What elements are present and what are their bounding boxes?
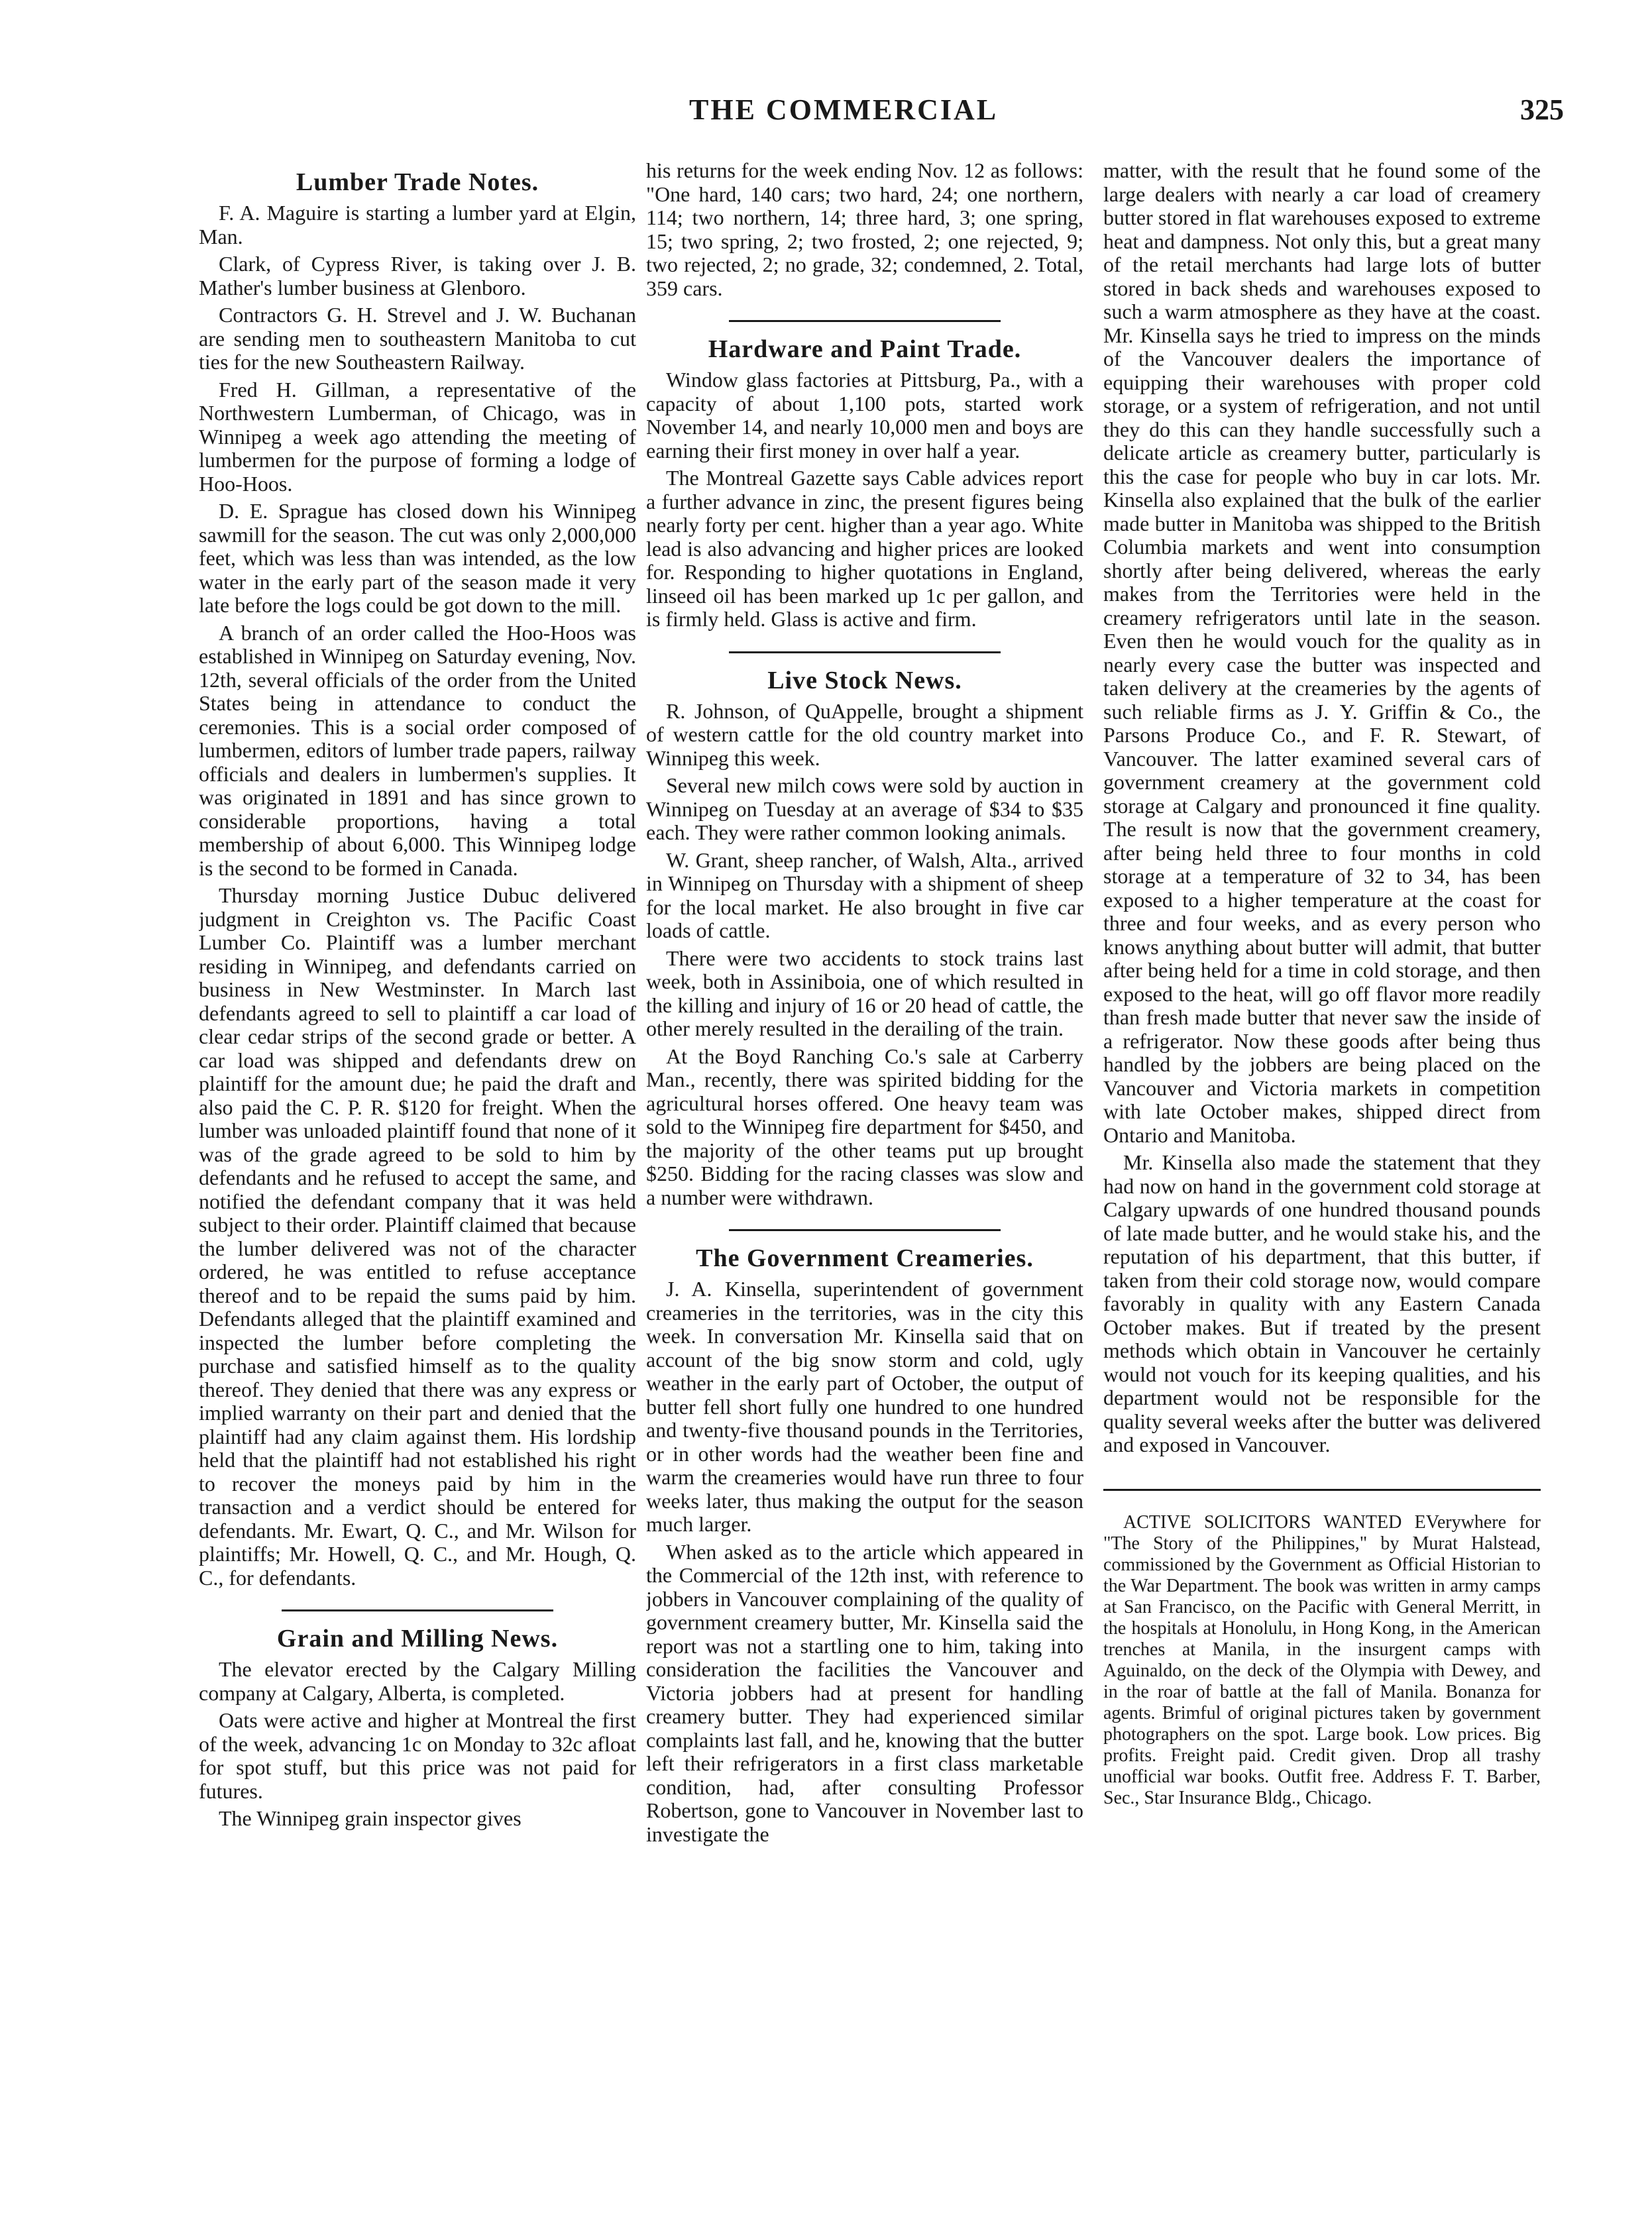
article-paragraph: Fred H. Gillman, a representative of the Northwestern Lumberman, of Chicago, was in Winnipeg a week ago attending the meeting of lumbermen for the purpose of forming a lodge of Hoo-Hoos.	[199, 377, 636, 496]
article-paragraph: Several new milch cows were sold by auction in Winnipeg on Tuesday at an average of $34 to $35 each. They were rather common looking animals.	[646, 773, 1083, 844]
article-paragraph: When asked as to the article which appeared in the Commercial of the 12th inst, with reference to jobbers in Vancouver complaining of the quality of government creamery butter, Mr. Kinsella said the report was not a startling one to him, taking into consideration the facilities the Vancouver and Victoria jobbers had at present for handling creamery butter. They had experienced similar complaints last fall, and he, knowing that the butter left their refrigerators in a first class marketable condition, had, after consulting Professor Robertson, gone to Vancouver in November last to investigate the	[646, 1539, 1083, 1846]
section-divider	[729, 651, 1000, 653]
continued-paragraph: his returns for the week ending Nov. 12 as follows: "One hard, 140 cars; two hard, 24; one northern, 114; two northern, 14; three hard, 3; one spring, 15; two spring, 2; two frosted, 2; one rejected, 9; two rejected, 2; no grade, 32; condemned, 2. Total, 359 cars.	[646, 159, 1083, 300]
section-heading: Lumber Trade Notes.	[296, 168, 539, 196]
section-divider	[729, 320, 1000, 322]
article-paragraph: Window glass factories at Pittsburg, Pa., with a capacity of about 1,100 pots, started work November 14, and nearly 10,000 men and boys are earning their first money in over half a year.	[646, 368, 1083, 463]
article-paragraph: Clark, of Cypress River, is taking over J. B. Mather's lumber business at Glenboro.	[199, 252, 636, 299]
article-paragraph: At the Boyd Ranching Co.'s sale at Carberry Man., recently, there was spirited bidding for the agricultural horses offered. One heavy team was sold to the Winnipeg fire department for $450, and the majority of the other teams put up brought $250. Bidding for the racing classes was slow and a number were withdrawn.	[646, 1044, 1083, 1209]
page-number: 325	[1520, 93, 1564, 126]
article-paragraph: There were two accidents to stock trains last week, both in Assiniboia, one of which resulted in the killing and injury of 16 or 20 head of cattle, the other merely resulted in the derailing of the train.	[646, 946, 1083, 1040]
article-paragraph: F. A. Maguire is starting a lumber yard at Elgin, Man.	[199, 201, 636, 248]
section-heading: Live Stock News.	[767, 666, 962, 694]
section-divider	[282, 1609, 553, 1611]
article-paragraph: J. A. Kinsella, superintendent of government creameries in the territories, was in the city this week. In conversation Mr. Kinsella said that on account of the big snow storm and cold, ugly weather in the early part of October, the output of butter fell short fully one hundred to one hundred and twenty-five thousand pounds in the Territories, or in other words had the weather been fine and warm the creameries would have run three to four weeks later, thus making the output for the season much larger.	[646, 1277, 1083, 1536]
article-paragraph: W. Grant, sheep rancher, of Walsh, Alta., arrived in Winnipeg on Thursday with a shipment of sheep for the local market. He also brought in five car loads of cattle.	[646, 847, 1083, 942]
section-divider	[729, 1229, 1000, 1231]
article-paragraph: The Winnipeg grain inspector gives	[219, 1806, 522, 1830]
column-3	[1103, 159, 1541, 2187]
column-1	[199, 159, 636, 2187]
advertisement: ACTIVE SOLICITORS WANTED EVerywhere for "The Story of the Philippines," by Murat Halstead, commissioned by the Government as Official Historian to the War Department. The book was written in army camps at San Francisco, on the Pacific with General Merritt, in the hospitals at Honolulu, in Hong Kong, in the American trenches at Manila, in the insurgent camps with Aguinaldo, on the deck of the Olympia with Dewey, and in the roar of battle at the fall of Manila. Bonanza for agents. Brimful of original pictures taken by government photographers on the spot. Large book. Low prices. Big profits. Freight paid. Credit given. Drop all trashy unofficial war books. Outfit free. Address F. T. Barber, Sec., Star Insurance Bldg., Chicago.	[1103, 1511, 1541, 1808]
article-paragraph: Contractors G. H. Strevel and J. W. Buchanan are sending men to southeastern Manitoba to cut ties for the new Southeastern Railway.	[199, 303, 636, 374]
section-divider	[1103, 1489, 1541, 1491]
column-2	[646, 159, 1083, 2187]
article-paragraph: The elevator erected by the Calgary Milling company at Calgary, Alberta, is completed.	[199, 1657, 636, 1705]
section-heading: The Government Creameries.	[696, 1244, 1034, 1272]
section-heading: Hardware and Paint Trade.	[708, 335, 1022, 363]
article-paragraph: A branch of an order called the Hoo-Hoos was established in Winnipeg on Saturday evening, Nov. 12th, several officials of the order from the United States being in attendance to conduct the ceremonies. This is a social order composed of lumbermen, editors of lumber trade papers, railway officials and dealers in lumbermen's supplies. It was originated in 1891 and has since grown to considerable proportions, having a total membership of about 6,000. This Winnipeg lodge is the second to be formed in Canada.	[199, 620, 636, 880]
article-paragraph: The Montreal Gazette says Cable advices report a further advance in zinc, the present figures being nearly forty per cent. higher than a year ago. White lead is also advancing and higher prices are looked for. Responding to higher quotations in England, linseed oil has been marked up 1c per gallon, and is firmly held. Glass is active and firm.	[646, 466, 1083, 631]
article-paragraph: Mr. Kinsella also made the statement that they had now on hand in the government cold storage at Calgary upwards of one hundred thousand pounds of late made butter, and he would stake his, and the reputation of his department, that this butter, if taken from their cold storage now, would compare favorably in quality with any Eastern Canada October makes. But if treated by the present methods which obtain in Vancouver he certainly would not vouch for its keeping qualities, and his department would not be responsible for the quality several weeks after the butter was delivered and exposed in Vancouver.	[1103, 1150, 1541, 1456]
continued-paragraph: matter, with the result that he found some of the large dealers with nearly a car load of creamery butter stored in flat warehouses exposed to extreme heat and dampness. Not only this, but a great many of the retail merchants had large lots of butter stored in back sheds and warehouses exposed to such a warm atmosphere as they have at the coast. Mr. Kinsella says he tried to impress on the minds of the Vancouver dealers the importance of equipping their warehouses with proper cold storage, or a system of refrigeration, and not until they do this can they handle successfully such a delicate article as creamery butter, particularly is this the case for people who buy in car lots. Mr. Kinsella also explained that the bulk of the earlier made butter in Manitoba was shipped to the British Columbia markets and went into consumption shortly after being delivered, whereas the early makes from the Territories were held in the creamery refrigerators until late in the season. Even then he would vouch for the quality as in nearly every case the butter was inspected and taken delivery at the creameries by the agents of such reliable firms as J. Y. Griffin & Co., the Parsons Produce Co., and F. R. Stewart, of Vancouver. The latter examined several cars of government creamery at the government cold storage at Calgary and pronounced it fine quality. The result is now that the government creamery, after being held three to four months in cold storage at a temperature of 32 to 34, has been exposed to a higher temperature at the coast for three and four weeks, and as every person who knows anything about butter will admit, that butter after being held for a time in cold storage, and then exposed to the heat, will go off flavor more readily than fresh made butter that never saw the inside of a refrigerator. Now these goods after being thus handled by the jobbers are being placed on the Vancouver and Victoria markets in competition with late October makes, shipped direct from Ontario and Manitoba.	[1103, 159, 1541, 1147]
article-paragraph: Oats were active and higher at Montreal the first of the week, advancing 1c on Monday to 32c afloat for spot stuff, but this price was not paid for futures.	[199, 1708, 636, 1803]
page-header	[199, 93, 1564, 146]
publication-title: THE COMMERCIAL	[689, 93, 999, 126]
section-heading: Grain and Milling News.	[276, 1625, 559, 1653]
article-paragraph: D. E. Sprague has closed down his Winnipeg sawmill for the season. The cut was only 2,000,000 feet, which was less than was intended, as the low water in the early part of the season made it very late before the logs could be got down to the mill.	[199, 499, 636, 617]
article-paragraph: Thursday morning Justice Dubuc delivered judgment in Creighton vs. The Pacific Coast Lumber Co. Plaintiff was a lumber merchant residing in Winnipeg, and defendants carried on business in New Westminster. In March last defendants agreed to sell to plaintiff a car load of clear cedar strips of the second grade or better. A car load was shipped and defendants drew on plaintiff for the amount due; he paid the draft and also paid the C. P. R. $120 for freight. When the lumber was unloaded plaintiff found that none of it was of the grade agreed to be sold to him by defendants and he refused to accept the same, and notified the defendant company that it was held subject to their order. Plaintiff claimed that because the lumber delivered was not of the character ordered, he was entitled to refuse acceptance thereof and to be repaid the sums paid by him. Defendants alleged that the plaintiff examined and inspected the lumber before completing the purchase and satisfied himself as to the quality thereof. They denied that there was any express or implied warranty on their part and denied that the plaintiff had any claim against them. His lordship held that the plaintiff had not established his right to recover the moneys paid by him in the transaction and a verdict should be entered for defendants. Mr. Ewart, Q. C., and Mr. Wilson for plaintiffs; Mr. Howell, Q. C., and Mr. Hough, Q. C., for defendants.	[199, 883, 636, 1590]
article-paragraph: R. Johnson, of QuAppelle, brought a shipment of western cattle for the old country market into Winnipeg this week.	[646, 698, 1083, 770]
